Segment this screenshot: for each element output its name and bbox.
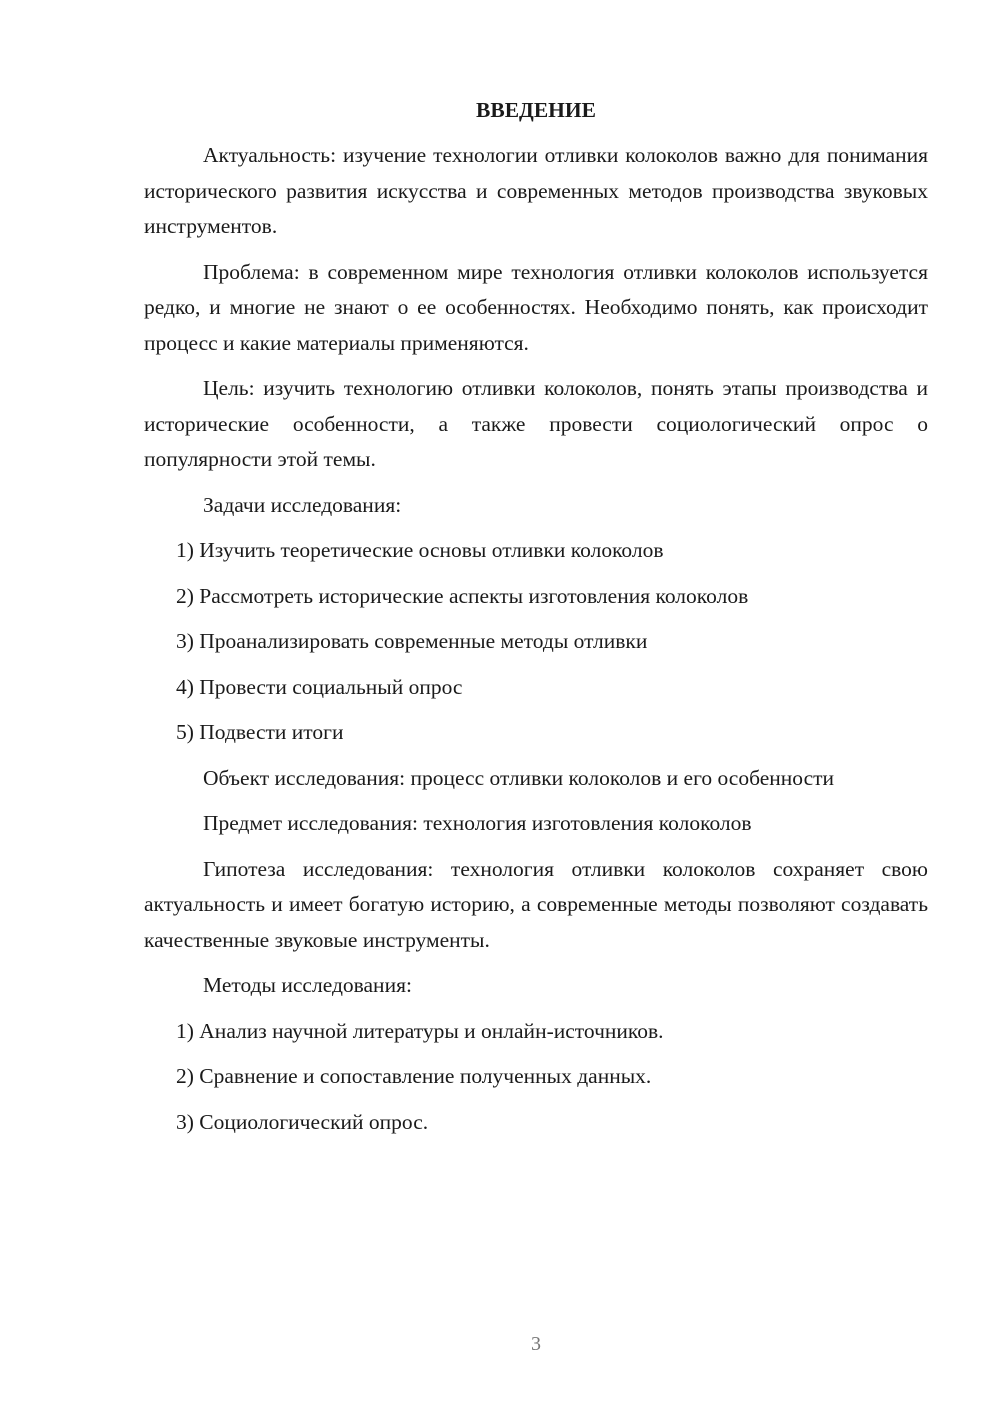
document-page [144, 92, 928, 1150]
method-item: 1) Анализ научной литературы и онлайн-источников. [176, 1018, 664, 1043]
page-number: 3 [531, 1333, 541, 1355]
tasks-title: Задачи исследования: [203, 492, 402, 517]
goal-paragraph: Цель: изучить технологию отливки колоколов, понять этапы производства и исторические особенности, а также провести социологический опрос о популярности этой темы. [144, 376, 928, 471]
object-paragraph: Объект исследования: процесс отливки колоколов и его особенности [203, 765, 835, 790]
task-item: 2) Рассмотреть исторические аспекты изготовления колоколов [176, 583, 749, 608]
problem-paragraph: Проблема: в современном мире технология отливки колоколов используется редко, и многие не знают о ее особенностях. Необходимо понять, как происходит процесс и какие материалы применяются. [144, 259, 928, 355]
task-item: 1) Изучить теоретические основы отливки колоколов [176, 538, 664, 562]
subject-paragraph: Предмет исследования: технология изготовления колоколов [203, 811, 752, 835]
task-item: 5) Подвести итоги [176, 720, 344, 744]
task-item: 4) Провести социальный опрос [176, 674, 463, 699]
method-item: 2) Сравнение и сопоставление полученных данных. [176, 1064, 652, 1088]
relevance-paragraph: Актуальность: изучение технологии отливки колоколов важно для понимания исторического развития искусства и современных методов производства звуковых инструментов. [144, 143, 928, 238]
methods-title: Методы исследования: [203, 973, 412, 997]
method-item: 3) Социологический опрос. [176, 1109, 429, 1134]
task-item: 3) Проанализировать современные методы отливки [176, 629, 648, 653]
hypothesis-paragraph: Гипотеза исследования: технология отливки колоколов сохраняет свою актуальность и имеет богатую историю, а современные методы позволяют создавать качественные звуковые инструменты. [144, 856, 928, 952]
section-heading: ВВЕДЕНИЕ [476, 98, 596, 122]
